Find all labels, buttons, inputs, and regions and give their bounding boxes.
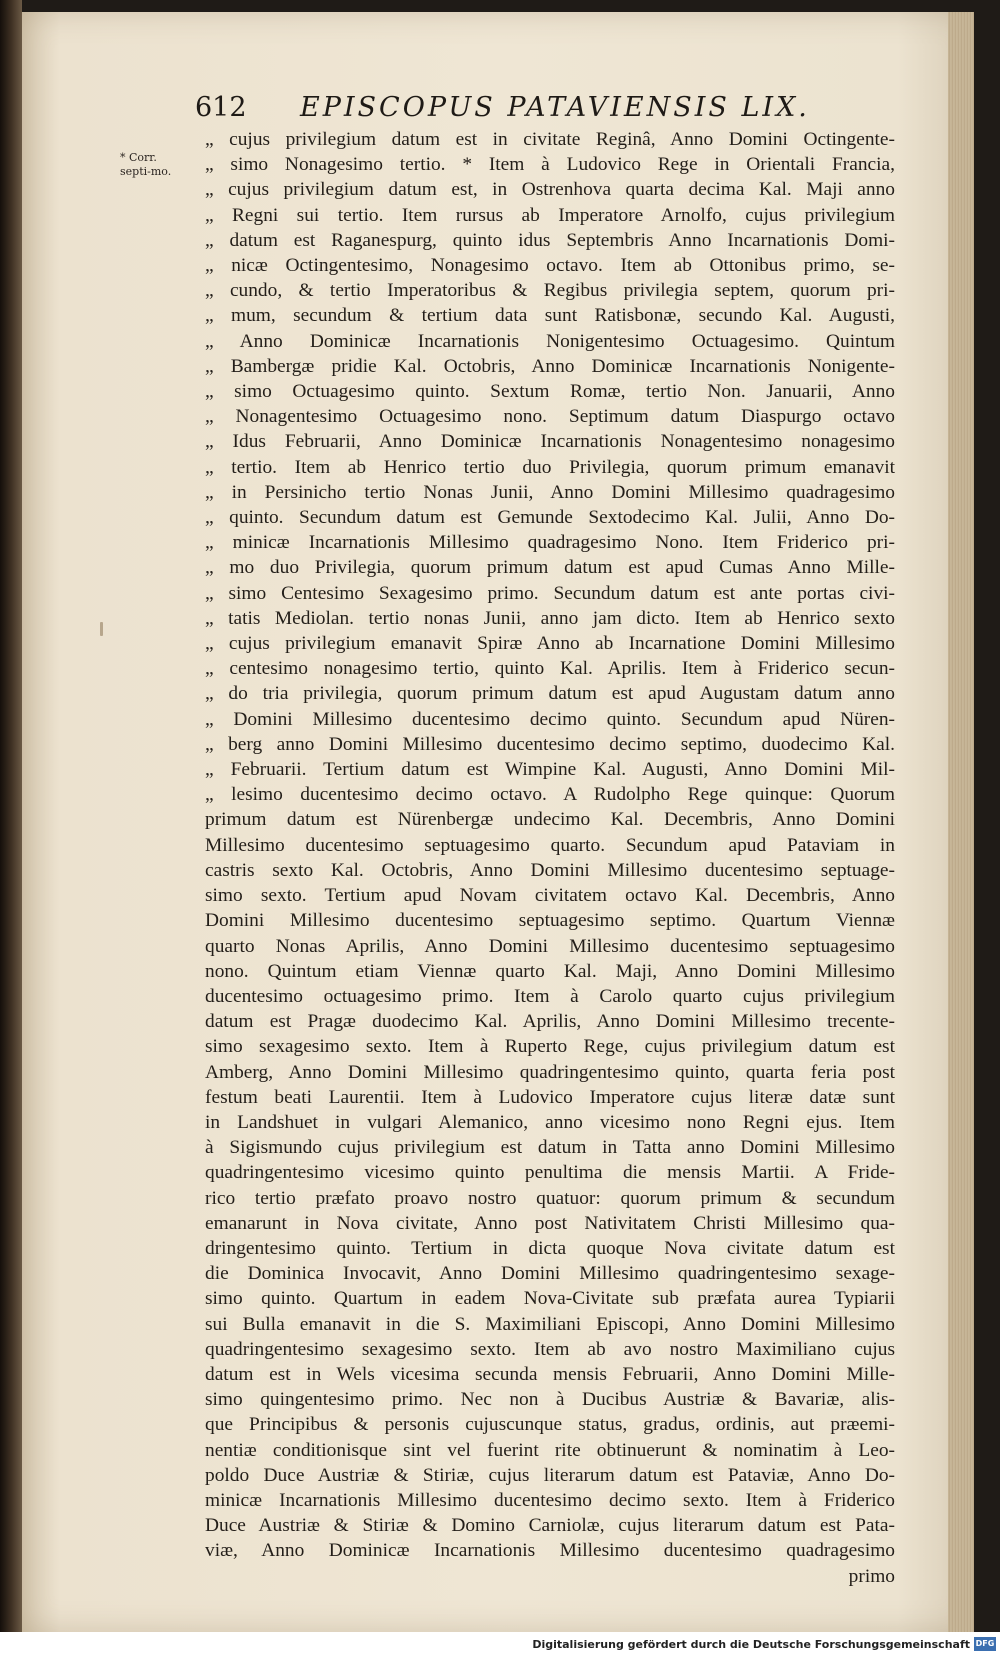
text-line: „ simo Octuagesimo quinto. Sextum Romæ, tertio Non. Januarii, Anno [205,381,895,403]
text-line: quadringentesimo sexagesimo sexto. Item ab avo nostro Maximiliano cujus [205,1338,895,1360]
text-line: „ Regni sui tertio. Item rursus ab Imperatore Arnolfo, cujus privilegium [205,204,895,226]
text-line: ducentesimo octuagesimo primo. Item à Carolo quarto cujus privilegium [205,985,895,1007]
text-line: „ datum est Raganespurg, quinto idus Septembris Anno Incarnationis Domi- [205,229,895,251]
text-line: datum est in Wels vicesima secunda mensis Februarii, Anno Domini Mille- [205,1363,895,1385]
text-line: „ do tria privilegia, quorum primum datum est apud Augustam datum anno [205,683,895,705]
text-line: „ quinto. Secundum datum est Gemunde Sextodecimo Kal. Julii, Anno Do- [205,507,895,529]
text-line: „ berg anno Domini Millesimo ducentesimo decimo septimo, duodecimo Kal. [205,733,895,755]
text-line: poldo Duce Austriæ & Stiriæ, cujus literarum datum est Pataviæ, Anno Do- [205,1464,895,1486]
dfg-logo-icon: DFG [974,1637,996,1651]
text-line: à Sigismundo cujus privilegium est datum in Tatta anno Domini Millesimo [205,1137,895,1159]
text-line: simo sexto. Tertium apud Novam civitatem octavo Kal. Decembris, Anno [205,885,895,907]
text-line: nono. Quintum etiam Viennæ quarto Kal. Maji, Anno Domini Millesimo [205,960,895,982]
footer-bar [0,1632,1000,1657]
text-line: „ minicæ Incarnationis Millesimo quadragesimo Nono. Item Friderico pri- [205,532,895,554]
text-line: que Principibus & personis cujuscunque status, gradus, ordinis, aut præemi- [205,1414,895,1436]
text-line: „ cujus privilegium emanavit Spiræ Anno ab Incarnatione Domini Millesimo [205,633,895,655]
text-line: „ simo Centesimo Sexagesimo primo. Secundum datum est ante portas civi- [205,582,895,604]
text-line: „ mum, secundum & tertium data sunt Ratisbonæ, secundo Kal. Augusti, [205,305,895,327]
text-line: „ lesimo ducentesimo decimo octavo. A Rudolpho Rege quinque: Quorum [205,784,895,806]
text-line: primum datum est Nürenbergæ undecimo Kal. Decembris, Anno Domini [205,809,895,831]
running-head: EPISCOPUS PATAVIENSIS LIX. [300,92,810,123]
text-line: „ simo Nonagesimo tertio. * Item à Ludovico Rege in Orientali Francia, [205,154,895,176]
text-line: emanarunt in Nova civitate, Anno post Nativitatem Christi Millesimo qua- [205,1212,895,1234]
text-line: „ cundo, & tertio Imperatoribus & Regibus privilegia septem, quorum pri- [205,280,895,302]
text-line: viæ, Anno Dominicæ Incarnationis Millesimo ducentesimo quadragesimo [205,1540,895,1562]
book-spine [0,0,22,1657]
text-line: „ Idus Februarii, Anno Dominicæ Incarnationis Nonagentesimo nonagesimo [205,431,895,453]
margin-note-text: * Corr. septi-mo. [120,151,172,178]
text-line: simo sexagesimo sexto. Item à Ruperto Rege, cujus privilegium datum est [205,1036,895,1058]
text-line: „ nicæ Octingentesimo, Nonagesimo octavo. Item ab Ottonibus primo, se- [205,255,895,277]
text-line: „ centesimo nonagesimo tertio, quinto Kal. Aprilis. Item à Friderico secun- [205,658,895,680]
footer-credit: Digitalisierung gefördert durch die Deutsche Forschungsgemeinschaft [532,1638,970,1651]
text-line: festum beati Laurentii. Item à Ludovico Imperatore cujus literæ datæ sunt [205,1086,895,1108]
text-line: „ cujus privilegium datum est in civitate Reginâ, Anno Domini Octingente- [205,129,895,150]
catchword: primo [848,1565,895,1587]
text-line: Amberg, Anno Domini Millesimo quadringentesimo quinto, quarta feria post [205,1061,895,1083]
text-line: quarto Nonas Aprilis, Anno Domini Millesimo ducentesimo septuagesimo [205,935,895,957]
text-line: datum est Pragæ duodecimo Kal. Aprilis, Anno Domini Millesimo trecente- [205,1011,895,1033]
text-line: „ tatis Mediolan. tertio nonas Junii, anno jam dicto. Item ab Henrico sexto [205,607,895,629]
text-line: Duce Austriæ & Stiriæ & Domino Carniolæ, cujus literarum datum est Pata- [205,1515,895,1537]
text-line: „ in Persinicho tertio Nonas Junii, Anno Domini Millesimo quadragesimo [205,481,895,503]
text-line: simo quinto. Quartum in eadem Nova-Civitate sub præfata aurea Typiarii [205,1288,895,1310]
text-line: nentiæ conditionisque sint vel fuerint rite obtinuerunt & nominatim à Leo- [205,1439,895,1461]
text-line: „ Domini Millesimo ducentesimo decimo quinto. Secundum apud Nüren- [205,708,895,730]
text-line: „ tertio. Item ab Henrico tertio duo Privilegia, quorum primum emanavit [205,456,895,478]
text-line: castris sexto Kal. Octobris, Anno Domini Millesimo ducentesimo septuage- [205,859,895,881]
text-line: Domini Millesimo ducentesimo septuagesimo septimo. Quartum Viennæ [205,910,895,932]
paper-speck [100,622,103,636]
text-line: minicæ Incarnationis Millesimo ducentesimo decimo sexto. Item à Friderico [205,1489,895,1511]
text-line: „ cujus privilegium datum est, in Ostrenhova quarta decima Kal. Maji anno [205,179,895,201]
page-number: 612 [195,92,247,123]
body-text [205,127,895,1589]
text-line: quadringentesimo vicesimo quinto penultima die mensis Martii. A Fride- [205,1162,895,1184]
text-line: „ mo duo Privilegia, quorum primum datum est apud Cumas Anno Mille- [205,557,895,579]
margin-note [120,151,182,179]
text-line: rico tertio præfato proavo nostro quatuor: quorum primum & secundum [205,1187,895,1209]
text-line: Millesimo ducentesimo septuagesimo quarto. Secundum apud Pataviam in [205,834,895,856]
text-line: „ Anno Dominicæ Incarnationis Nonigentesimo Octuagesimo. Quintum [205,330,895,352]
text-line: „ Nonagentesimo Octuagesimo nono. Septimum datum Diaspurgo octavo [205,406,895,428]
text-line: die Dominica Invocavit, Anno Domini Millesimo quadringentesimo sexage- [205,1263,895,1285]
text-line: in Landshuet in vulgari Alemanico, anno vicesimo nono Regni ejus. Item [205,1111,895,1133]
text-line: dringentesimo quinto. Tertium in dicta quoque Nova civitate datum est [205,1237,895,1259]
text-line: „ Bambergæ pridie Kal. Octobris, Anno Dominicæ Incarnationis Nonigente- [205,355,895,377]
text-line: „ Februarii. Tertium datum est Wimpine Kal. Augusti, Anno Domini Mil- [205,759,895,781]
text-line: simo quingentesimo primo. Nec non à Ducibus Austriæ & Bavariæ, alis- [205,1389,895,1411]
text-line: sui Bulla emanavit in die S. Maximiliani Episcopi, Anno Domini Millesimo [205,1313,895,1335]
page-edge-stack [948,12,974,1657]
